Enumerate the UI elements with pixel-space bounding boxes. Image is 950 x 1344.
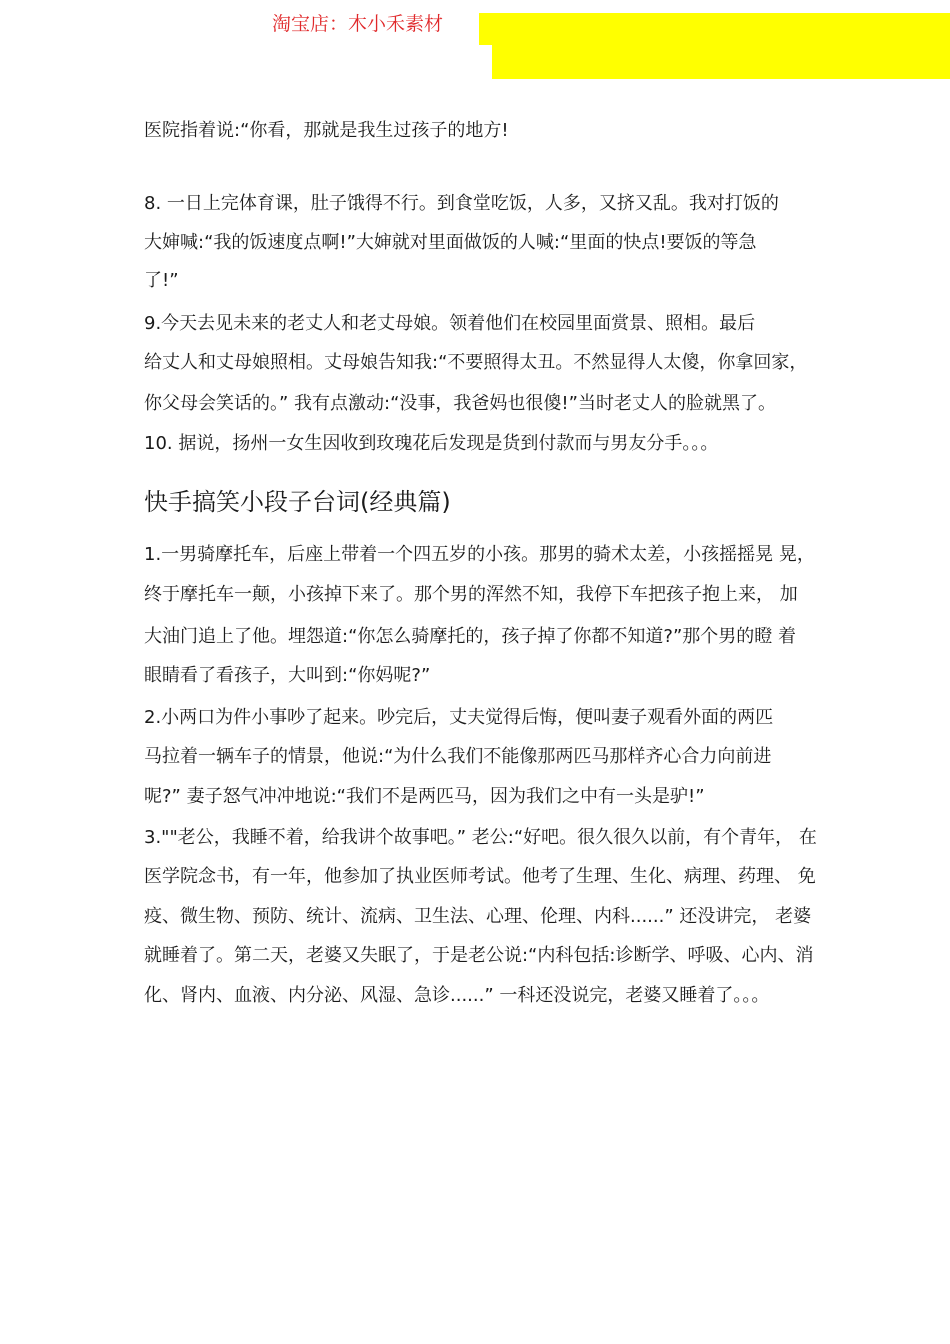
shop-label: 淘宝店：木小禾素材 xyxy=(272,13,444,35)
yellow-banner-bottom xyxy=(492,45,950,79)
text-line: 1.一男骑摩托车，后座上带着一个四五岁的小孩。那男的骑术太差，小孩摇摇晃 晃， xyxy=(144,544,815,565)
text-line: 3.""老公，我睡不着，给我讲个故事吧。” 老公:“好吧。很久很久以前，有个青年， 在 xyxy=(144,827,817,848)
text-line: 终于摩托车一颠，小孩掉下来了。那个男的浑然不知，我停下车把孩子抱上来， 加 xyxy=(144,584,798,605)
text-line: 2.小两口为件小事吵了起来。吵完后，丈夫觉得后悔，便叫妻子观看外面的两匹 xyxy=(144,707,774,728)
text-line: 医院指着说:“你看，那就是我生过孩子的地方! xyxy=(144,120,509,141)
yellow-banner-top xyxy=(479,13,950,45)
section-heading: 快手搞笑小段子台词(经典篇) xyxy=(144,488,451,516)
text-line: 9.今天去见未来的老丈人和老丈母娘。领着他们在校园里面赏景、照相。最后 xyxy=(144,313,756,334)
text-line: 疫、微生物、预防、统计、流病、卫生法、心理、伦理、内科......” 还没讲完， 老婆 xyxy=(144,906,812,927)
text-line: 给丈人和丈母娘照相。丈母娘告知我:“不要照得太丑。不然显得人太傻，你拿回家， xyxy=(144,352,808,373)
text-line: 就睡着了。第二天，老婆又失眠了，于是老公说:“内科包括:诊断学、呼吸、心内、消 xyxy=(144,945,814,966)
text-line: 10. 据说，扬州一女生因收到玫瑰花后发现是货到付款而与男友分手。。。 xyxy=(144,433,719,454)
text-line: 了!” xyxy=(144,270,179,291)
text-line: 你父母会笑话的。” 我有点激动:“没事，我爸妈也很傻!”当时老丈人的脸就黑了。 xyxy=(144,393,776,414)
text-line: 大油门追上了他。埋怨道:“你怎么骑摩托的，孩子掉了你都不知道?”那个男的瞪 着 xyxy=(144,626,796,647)
text-line: 大婶喊:“我的饭速度点啊!”大婶就对里面做饭的人喊:“里面的快点!要饭的等急 xyxy=(144,232,757,253)
text-line: 8. 一日上完体育课，肚子饿得不行。到食堂吃饭，人多，又挤又乱。我对打饭的 xyxy=(144,193,779,214)
text-line: 医学院念书，有一年，他参加了执业医师考试。他考了生理、生化、病理、药理、 免 xyxy=(144,866,816,887)
text-line: 化、肾内、血液、内分泌、风湿、急诊......” 一科还没说完，老婆又睡着了。。。 xyxy=(144,985,770,1006)
text-line: 马拉着一辆车子的情景，他说:“为什么我们不能像那两匹马那样齐心合力向前进 xyxy=(144,746,772,767)
text-line: 眼睛看了看孩子，大叫到:“你妈呢?” xyxy=(144,665,431,686)
text-line: 呢?” 妻子怒气冲冲地说:“我们不是两匹马，因为我们之中有一头是驴!” xyxy=(144,786,705,807)
